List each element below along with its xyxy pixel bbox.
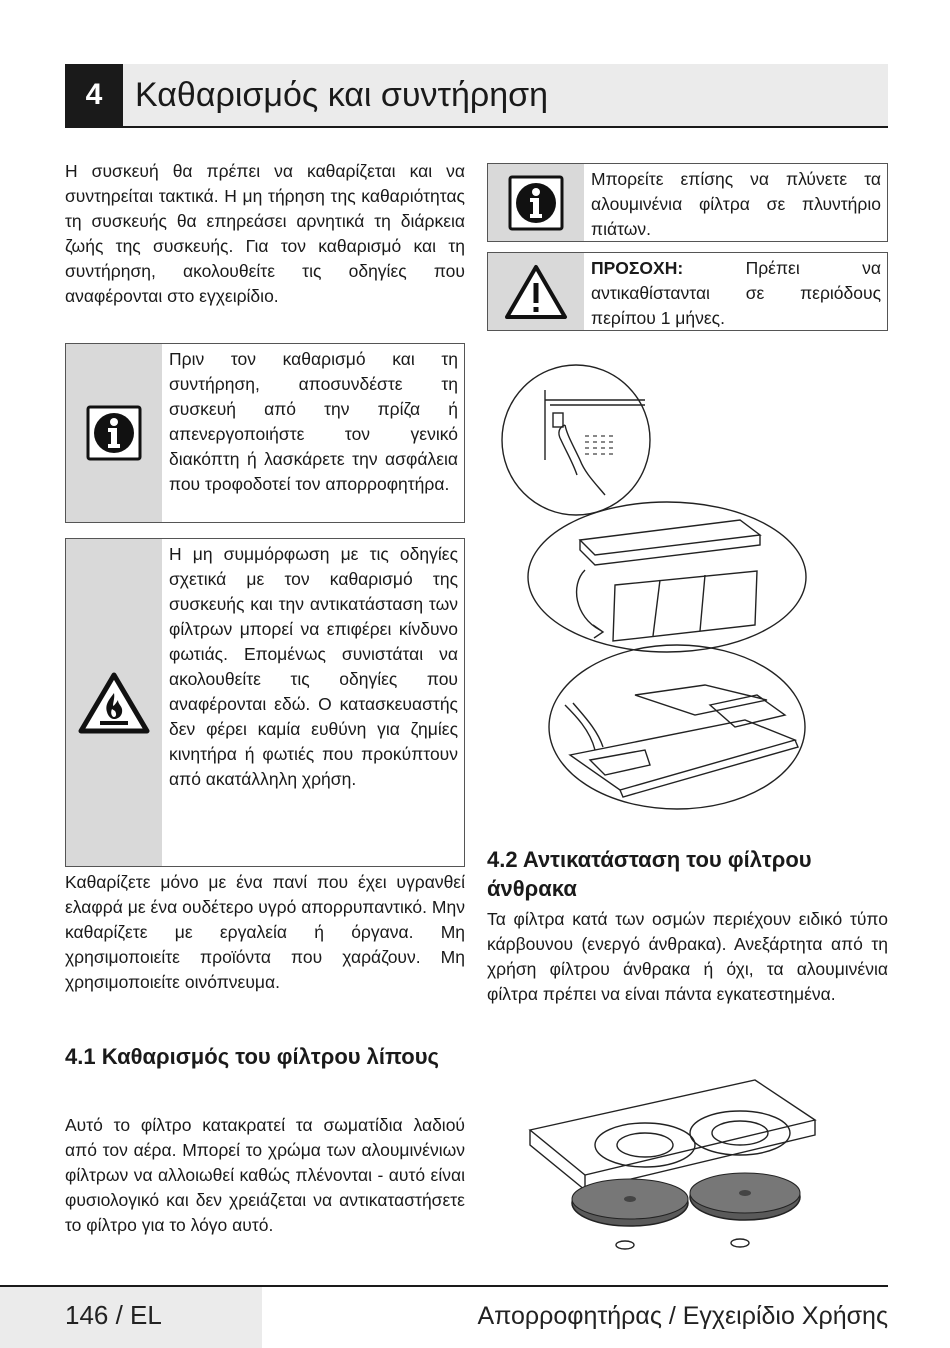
- info-icon: [508, 175, 564, 231]
- footer-manual-title: Απορροφητήρας / Εγχειρίδιο Χρήσης: [477, 1302, 888, 1330]
- filter-slide-out-drawing: [565, 685, 798, 797]
- grease-filter-removal-illustration: [495, 355, 815, 835]
- caution-text: Πρέπει να αντικαθίστανται σε περιόδους περίπου 1 μήνες.: [591, 258, 881, 328]
- hood-underside-drawing: [530, 1080, 815, 1190]
- mount-clip: [731, 1239, 749, 1247]
- step-1-circle: [502, 365, 650, 515]
- carbon-filter-illustration: [525, 1075, 825, 1255]
- warning-triangle-icon: [504, 263, 568, 321]
- mount-clip: [616, 1241, 634, 1249]
- section-4-2-text: Τα φίλτρα κατά των οσμών περιέχουν ειδικό τύπο κάρβουνου (ενεργό άνθρακα). Ανεξάρτητα από τη χρήση φίλτρου άνθρακα ή όχι, τα αλουμινένια φίλτρα πρέπει να είναι πάντα εγκατεστημένα.: [487, 909, 888, 1004]
- carbon-filter-discs: [572, 1173, 800, 1226]
- intro-paragraph: Η συσκευή θα πρέπει να καθαρίζεται και να συντηρείται τακτικά. Η μη τήρηση της καθαριότητας τη συσκευής θα επηρεάσει αρνητικά τη διάρκεια ζωής της συσκευής. Για τον καθαρισμό και τη συντήρηση, ακολουθείτε τις οδηγίες που αναφέρονται στο εγχειρίδιο.: [65, 161, 465, 306]
- power-switch-hand-drawing: [545, 390, 645, 495]
- section-4-2-title: 4.2 Αντικατάσταση του φίλτρου άνθρακα: [487, 847, 812, 901]
- caution-label: ΠΡΟΣΟΧΗ:: [591, 258, 684, 278]
- section-4-1-title: 4.1 Καθαρισμός του φίλτρου λίπους: [65, 1044, 439, 1069]
- fire-icon-cell: [66, 539, 162, 866]
- caution-notice: [487, 252, 888, 331]
- hood-open-drawing: [577, 520, 760, 641]
- caution-icon-cell: [488, 253, 584, 330]
- page-number: 146 / EL: [65, 1300, 162, 1330]
- dishwasher-notice-text: Μπορείτε επίσης να πλύνετε τα αλουμινένια φίλτρα σε πλυντήριο πιάτων.: [591, 169, 881, 239]
- info-notice-disconnect: [65, 343, 465, 523]
- step-3-circle: [549, 645, 805, 809]
- cleaning-paragraph: Καθαρίζετε μόνο με ένα πανί που έχει υγρανθεί ελαφρά με ένα ουδέτερο υγρό απορρυπαντικό. Μην καθαρίζετε με εργαλεία ή όργανα. Μη χρησιμοποιείτε προϊόντα που χαράζουν. Μη χρησιμοποιείτε οινόπνευμα.: [65, 872, 465, 992]
- chapter-title: Καθαρισμός και συντήρηση: [135, 76, 548, 114]
- info-icon-cell: [488, 164, 584, 241]
- step-2-circle: [528, 502, 806, 652]
- fire-warning-notice: [65, 538, 465, 867]
- chapter-number: 4: [65, 64, 123, 126]
- info-notice-text: Πριν τον καθαρισμό και τη συντήρηση, αποσυνδέστε τη συσκευή από την πρίζα ή απενεργοποιήστε τον γενικό διακόπτη ή λασκάρετε την ασφάλεια που τροφοδοτεί τον απορροφητήρα.: [169, 349, 458, 494]
- fire-warning-text: Η μη συμμόρφωση με τις οδηγίες σχετικά με τον καθαρισμό της συσκευής και την αντικατάσταση των φίλτρων μπορεί να επιφέρει κίνδυνο φωτιάς. Επομένως συνιστάται να ακολουθείτε τις οδηγίες που αναφέρονται εδώ. Ο κατασκευαστής δεν φέρει καμία ευθύνη για ζημίες κινητήρα ή φωτιές που προκύπτουν από ακατάλληλη χρήση.: [169, 544, 458, 789]
- section-4-1-text: Αυτό το φίλτρο κατακρατεί τα σωματίδια λαδιού από τον αέρα. Μπορεί το χρώμα των αλουμινένιων φίλτρων να αλλοιωθεί καθώς πλένονται - αυτό είναι φυσιολογικό και δεν χρειάζεται να αντικαταστήσετε το φίλτρο για το λόγο αυτό.: [65, 1115, 465, 1235]
- info-icon-cell: [66, 344, 162, 522]
- chapter-header: [65, 64, 888, 128]
- info-icon: [86, 405, 142, 461]
- info-notice-dishwasher: [487, 163, 888, 242]
- fire-warning-icon: [78, 671, 150, 735]
- caution-text-cell: [584, 253, 887, 330]
